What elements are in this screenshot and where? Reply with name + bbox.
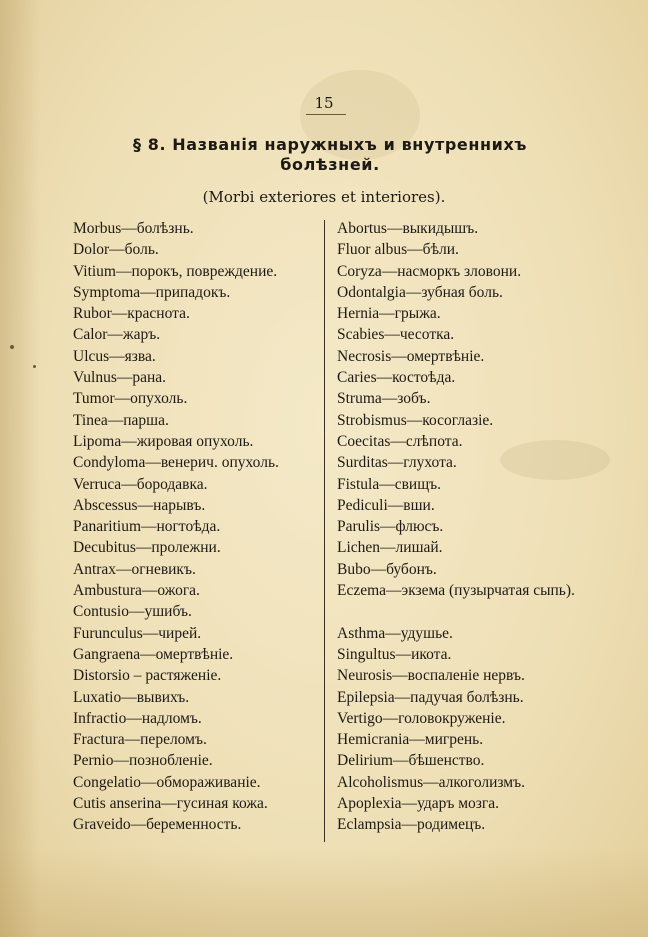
list-item: Gangraena—омертвѣніе. [73, 645, 234, 663]
section-heading-line-1: § 8. Названія наружныхъ и внутреннихъ [132, 135, 528, 154]
list-item: Luxatio—вывихъ. [73, 688, 190, 706]
list-item: Surditas—глухота. [337, 454, 457, 472]
list-item: Vertigo—головокруженіе. [337, 709, 506, 727]
list-item: Ambustura—ожога. [73, 582, 200, 600]
list-item: Rubor—краснота. [73, 305, 190, 323]
list-item: Asthma—удушье. [337, 624, 453, 642]
list-item: Bubo—бубонъ. [337, 560, 437, 578]
list-item: Vulnus—рана. [73, 369, 167, 387]
list-item: Symptoma—припадокъ. [73, 283, 231, 301]
list-item: Decubitus—пролежни. [73, 539, 221, 557]
right-term-list [337, 218, 589, 836]
list-item: Lipoma—жировая опухоль. [73, 432, 254, 450]
list-item: Pediculi—вши. [337, 496, 435, 514]
list-item: Congelatio—обмораживаніе. [73, 773, 261, 791]
list-item: Odontalgia—зубная боль. [337, 283, 503, 301]
list-item: Pernio—познобленіе. [73, 752, 213, 770]
list-item: Vitium—порокъ, повреждение. [73, 262, 278, 280]
list-item: Caries—костоѣда. [337, 369, 456, 387]
list-item: Neurosis—воспаленіе нервъ. [337, 667, 525, 685]
list-item: Infractio—надломъ. [73, 709, 202, 727]
left-term-list [73, 218, 321, 836]
list-item: Distorsio – растяженіе. [73, 667, 222, 685]
list-item: Abortus—выкидышъ. [337, 220, 479, 237]
column-divider [324, 220, 325, 842]
list-item: Panaritium—ногтоѣда. [73, 518, 221, 536]
paper-spot [10, 345, 14, 349]
list-item: Eczema—экзема (пузырчатая сыпь). [337, 582, 575, 600]
page-number-rule [306, 114, 346, 117]
list-item: Ulcus—язва. [73, 347, 156, 365]
section-heading-line-2: болѣзней. [280, 155, 380, 174]
list-item: Morbus—болѣзнь. [73, 220, 194, 237]
list-item: Cutis anserina—гусиная кожа. [73, 795, 268, 813]
list-item: Apoplexia—ударъ мозга. [337, 795, 500, 813]
list-item: Fractura—переломъ. [73, 731, 207, 749]
list-item: Verruca—бородавка. [73, 475, 208, 493]
list-item: Epilepsia—падучая болѣзнь. [337, 688, 524, 706]
list-item: Tumor—опухоль. [73, 390, 188, 408]
list-item: Contusio—ушибъ. [73, 603, 192, 621]
list-item: Alcoholismus—алкоголизмъ. [337, 773, 526, 791]
list-item: Scabies—чесотка. [337, 326, 455, 344]
list-item: Eclampsia—родимецъ. [337, 816, 486, 834]
paper-spot [33, 365, 36, 368]
list-item: Parulis—флюсъ. [337, 518, 444, 536]
list-item: Furunculus—чирей. [73, 624, 202, 642]
section-subheading: (Morbi exteriores et interiores). [202, 188, 446, 206]
list-item: Abscessus—нарывъ. [73, 496, 206, 514]
list-item: Condyloma—венерич. опухоль. [73, 454, 279, 472]
list-item: Antrax—огневикъ. [73, 560, 196, 578]
list-item: Graveido—беременность. [73, 816, 242, 834]
list-item: Delirium—бѣшенство. [337, 752, 485, 770]
list-item: Singultus—икота. [337, 645, 452, 663]
list-item: Coryza—насморкъ зловони. [337, 262, 522, 280]
list-item: Coecitas—слѣпота. [337, 432, 463, 450]
list-item: Calor—жаръ. [73, 326, 161, 344]
list-item: Strobismus—косоглазіе. [337, 411, 494, 429]
list-item: Lichen—лишай. [337, 539, 443, 557]
list-item: Fluor albus—бѣли. [337, 241, 459, 259]
section-heading [60, 135, 600, 175]
list-item: Hemicrania—мигрень. [337, 731, 484, 749]
list-item: Struma—зобъ. [337, 390, 431, 408]
page-bottom-shade [0, 847, 648, 937]
list-item: Necrosis—омертвѣніе. [337, 347, 485, 365]
list-item: Hernia—грыжа. [337, 305, 441, 323]
page-number: 15 [314, 94, 334, 112]
page-fold-shadow [0, 0, 40, 937]
list-item: Tinea—парша. [73, 411, 169, 429]
list-item: Dolor—боль. [73, 241, 159, 259]
list-item: Fistula—свищъ. [337, 475, 442, 493]
